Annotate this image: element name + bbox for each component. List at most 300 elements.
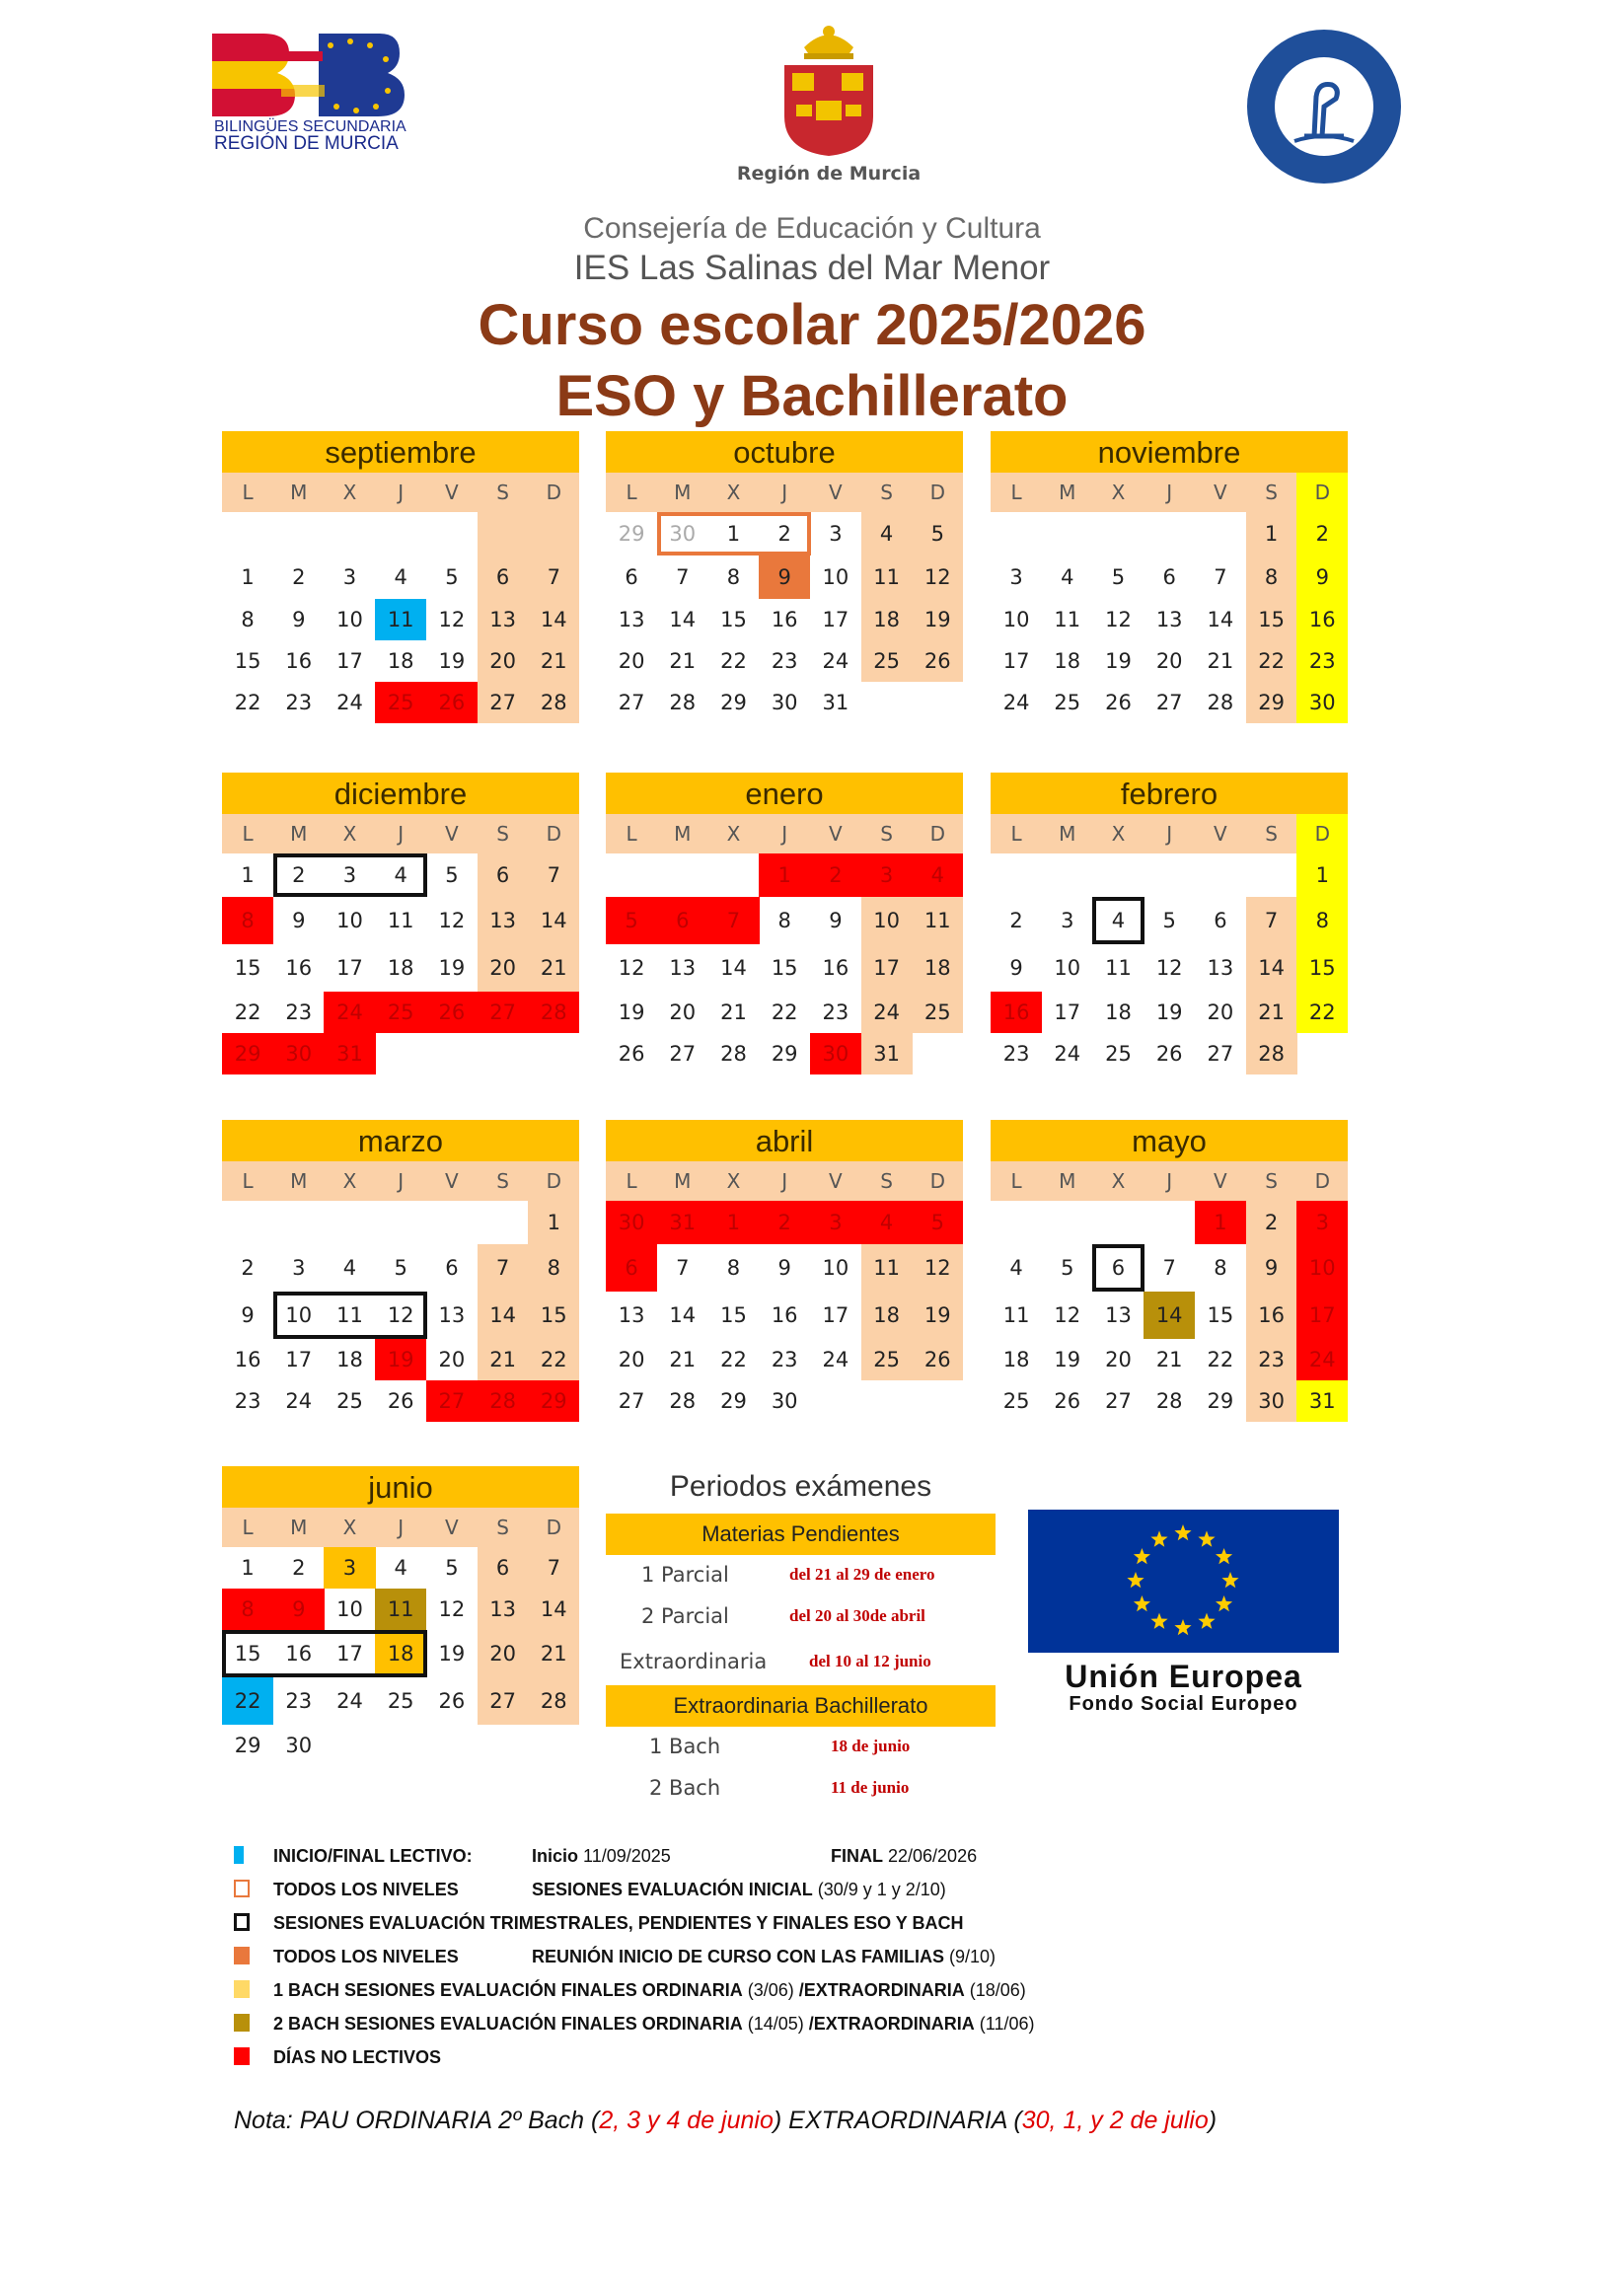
day-header: M xyxy=(1042,814,1093,853)
calendar-day: 13 xyxy=(618,608,645,631)
exam-row xyxy=(606,1555,996,1596)
calendar-day: 5 xyxy=(912,512,963,555)
calendar-day: 8 xyxy=(1246,555,1297,599)
calendar-day: 25 xyxy=(861,640,913,682)
calendar-day: 3 xyxy=(829,522,843,546)
calendar-day: 29 xyxy=(528,1380,579,1422)
calendar-day: 14 xyxy=(720,956,747,980)
empty-day xyxy=(324,512,375,555)
calendar-day: 8 xyxy=(726,565,741,589)
legend-desc-dates: (30/9 y 1 y 2/10) xyxy=(812,1880,946,1899)
calendar-day: 9 xyxy=(829,909,843,932)
empty-day xyxy=(1246,853,1297,897)
day-header: V xyxy=(810,473,861,512)
legend-label: INICIO/FINAL LECTIVO: xyxy=(273,1846,473,1866)
calendar-day: 7 xyxy=(478,1244,529,1292)
legend-item-no-lectivos xyxy=(229,2041,1216,2075)
calendar-day: 22 xyxy=(1296,992,1348,1033)
page-subtitle: ESO y Bachillerato xyxy=(555,364,1069,428)
calendar-day: 2 xyxy=(1246,1201,1297,1244)
empty-day xyxy=(1042,512,1093,555)
calendar-day: 27 xyxy=(618,1389,645,1413)
month-marzo xyxy=(222,1120,579,1422)
ies-logo xyxy=(1245,28,1403,185)
calendar-day: 21 xyxy=(669,1348,697,1371)
calendar-day: 29 xyxy=(234,1734,261,1757)
calendar-day: 2 xyxy=(1009,909,1023,932)
calendar-day: 16 xyxy=(991,992,1042,1033)
legend-date-2: (18/06) xyxy=(964,1980,1026,2000)
calendar-day: 10 xyxy=(1054,956,1081,980)
legend-inicio-label: Inicio xyxy=(532,1846,579,1866)
calendar-day: 10 xyxy=(336,1597,363,1621)
empty-day xyxy=(1144,1201,1195,1244)
exam-row xyxy=(606,1596,996,1638)
calendar-day: 15 xyxy=(771,956,798,980)
exam-row-value: del 20 al 30de abril xyxy=(789,1606,925,1625)
day-header: L xyxy=(991,473,1042,512)
empty-day xyxy=(273,512,325,555)
calendar-day: 22 xyxy=(1246,640,1297,682)
calendar-day: 22 xyxy=(771,1000,798,1024)
day-header: S xyxy=(478,1508,529,1547)
calendar-day: 7 xyxy=(528,1547,579,1589)
calendar-day: 13 xyxy=(478,599,529,640)
month-octubre xyxy=(606,431,963,723)
evaluation-outline xyxy=(222,1630,427,1677)
calendar-day: 5 xyxy=(606,897,657,944)
day-header: M xyxy=(1042,473,1093,512)
calendar-day: 7 xyxy=(1214,565,1227,589)
empty-day xyxy=(991,853,1042,897)
empty-day xyxy=(861,682,913,723)
region-murcia-logo xyxy=(736,18,922,190)
page-title: Curso escolar 2025/2026 xyxy=(478,293,1146,357)
calendar-day: 8 xyxy=(726,1256,741,1280)
calendar-day: 3 xyxy=(292,1256,306,1280)
month-grid xyxy=(991,1161,1348,1422)
calendar-day: 30 xyxy=(1296,682,1348,723)
calendar-day: 21 xyxy=(528,640,579,682)
day-header: J xyxy=(759,814,810,853)
murcia-shield-icon xyxy=(775,18,883,156)
day-header: S xyxy=(1246,814,1297,853)
calendar-day: 27 xyxy=(478,682,529,723)
day-header: S xyxy=(1246,473,1297,512)
calendar-day: 2 xyxy=(292,1556,306,1580)
calendar-day: 21 xyxy=(1207,649,1234,673)
calendar-day: 9 xyxy=(759,555,810,599)
calendar-day: 14 xyxy=(1144,1292,1195,1339)
calendar-day: 11 xyxy=(387,909,414,932)
calendar-day: 18 xyxy=(387,956,414,980)
calendar-day: 29 xyxy=(618,522,645,546)
red-swatch-icon xyxy=(234,2047,250,2065)
day-header: V xyxy=(810,1161,861,1201)
month-grid xyxy=(606,814,963,1074)
empty-day xyxy=(1092,853,1144,897)
calendar-day: 17 xyxy=(1296,1292,1348,1339)
legend xyxy=(229,1840,1216,2075)
empty-day xyxy=(1195,853,1246,897)
day-header: J xyxy=(375,473,426,512)
calendar-day: 19 xyxy=(438,1642,466,1666)
legend-label: TODOS LOS NIVELES xyxy=(273,1947,459,1966)
month-mayo xyxy=(991,1120,1348,1422)
empty-day xyxy=(1092,512,1144,555)
calendar-day: 7 xyxy=(528,853,579,897)
calendar-day: 5 xyxy=(912,1201,963,1244)
calendar-day: 29 xyxy=(1207,1389,1234,1413)
day-header: X xyxy=(707,473,759,512)
calendar-day: 18 xyxy=(1105,1000,1132,1024)
calendar-day: 31 xyxy=(324,1033,375,1074)
calendar-day: 17 xyxy=(285,1348,313,1371)
orange-swatch-icon xyxy=(234,1947,250,1964)
calendar-day: 5 xyxy=(445,863,459,887)
calendar-day: 26 xyxy=(426,992,478,1033)
calendar-day: 29 xyxy=(1246,682,1297,723)
calendar-day: 28 xyxy=(720,1042,747,1066)
calendar-day: 22 xyxy=(720,1348,747,1371)
month-enero xyxy=(606,773,963,1074)
calendar-day: 28 xyxy=(528,682,579,723)
calendar-day: 25 xyxy=(1002,1389,1030,1413)
day-header: J xyxy=(759,473,810,512)
exam-periods xyxy=(606,1470,996,1810)
month-title: octubre xyxy=(606,431,963,473)
calendar-day: 13 xyxy=(1207,956,1234,980)
calendar-day: 20 xyxy=(669,1000,697,1024)
calendar-day: 27 xyxy=(1155,691,1183,714)
evaluation-outline xyxy=(657,512,811,555)
calendar-day: 23 xyxy=(1246,1339,1297,1380)
calendar-day: 19 xyxy=(1105,649,1132,673)
exam-row xyxy=(606,1727,996,1768)
calendar-day: 19 xyxy=(912,599,963,640)
calendar-day: 19 xyxy=(1054,1348,1081,1371)
calendar-day: 18 xyxy=(861,1292,913,1339)
calendar-day: 25 xyxy=(1105,1042,1132,1066)
evaluation-outline xyxy=(273,853,427,897)
calendar-day: 14 xyxy=(669,608,697,631)
calendar-day: 1 xyxy=(241,565,255,589)
olive-swatch-icon xyxy=(234,2014,250,2032)
calendar-day: 2 xyxy=(777,522,791,546)
calendar-day: 2 xyxy=(810,853,861,897)
evaluation-outline xyxy=(1092,897,1144,944)
empty-day xyxy=(912,1033,963,1074)
calendar-day: 30 xyxy=(273,1033,325,1074)
day-header: J xyxy=(375,1161,426,1201)
exam-row-value: 18 de junio xyxy=(831,1737,911,1755)
calendar-day: 22 xyxy=(234,691,261,714)
calendar-day: 24 xyxy=(1296,1339,1348,1380)
calendar-day: 19 xyxy=(438,649,466,673)
calendar-day: 24 xyxy=(336,1689,363,1713)
calendar-day: 18 xyxy=(861,599,913,640)
calendar-day: 14 xyxy=(1246,944,1297,992)
calendar-day: 21 xyxy=(1155,1348,1183,1371)
calendar-day: 21 xyxy=(1246,992,1297,1033)
calendar-day: 25 xyxy=(861,1339,913,1380)
calendar-day: 28 xyxy=(528,992,579,1033)
calendar-day: 12 xyxy=(387,1303,414,1327)
calendar-day: 23 xyxy=(285,1689,313,1713)
legend-item-trimestrales xyxy=(229,1907,1216,1941)
eu-star-icon xyxy=(1216,1548,1232,1564)
nota-part: Nota: PAU ORDINARIA 2º Bach ( xyxy=(234,2107,600,2134)
calendar-day: 19 xyxy=(912,1292,963,1339)
calendar-day: 5 xyxy=(1111,565,1126,589)
calendar-day: 6 xyxy=(657,897,708,944)
day-header: S xyxy=(1246,1161,1297,1201)
light-gold-swatch-icon xyxy=(234,1980,250,1998)
calendar-day: 30 xyxy=(606,1201,657,1244)
calendar-day: 20 xyxy=(1207,1000,1234,1024)
exam-periods-title: Periodos exámenes xyxy=(669,1470,932,1503)
calendar-day: 4 xyxy=(1061,565,1074,589)
empty-day xyxy=(528,1725,579,1766)
empty-day xyxy=(222,1201,273,1244)
calendar-day: 12 xyxy=(438,909,466,932)
calendar-day: 21 xyxy=(478,1339,529,1380)
day-header: J xyxy=(375,814,426,853)
calendar-day: 24 xyxy=(324,992,375,1033)
calendar-day: 24 xyxy=(1002,691,1030,714)
month-grid xyxy=(222,473,579,723)
eu-subtitle: Fondo Social Europeo xyxy=(1069,1693,1298,1715)
calendar-day: 12 xyxy=(618,956,645,980)
orange-outline-swatch-icon xyxy=(234,1880,250,1897)
calendar-day: 11 xyxy=(861,1244,913,1292)
calendar-day: 12 xyxy=(912,555,963,599)
empty-day xyxy=(426,1201,478,1244)
calendar-day: 10 xyxy=(285,1303,313,1327)
empty-day xyxy=(1296,1033,1348,1074)
legend-desc-dates: (9/10) xyxy=(944,1947,997,1966)
calendar-day: 3 xyxy=(342,863,357,887)
calendar-day: 17 xyxy=(1002,649,1030,673)
calendar-day: 6 xyxy=(478,555,529,599)
calendar-day: 1 xyxy=(528,1201,579,1244)
calendar-day: 19 xyxy=(375,1339,426,1380)
calendar-day: 22 xyxy=(222,1677,273,1725)
calendar-day: 1 xyxy=(707,1201,759,1244)
legend-item-inicial xyxy=(229,1874,1216,1907)
month-grid xyxy=(991,814,1348,1074)
calendar-day: 21 xyxy=(669,649,697,673)
calendar-day: 5 xyxy=(1162,909,1176,932)
calendar-day: 9 xyxy=(777,1256,791,1280)
school-name: IES Las Salinas del Mar Menor xyxy=(573,249,1051,287)
calendar-day: 17 xyxy=(336,1642,363,1666)
calendar-day: 24 xyxy=(861,992,913,1033)
day-header: S xyxy=(861,473,913,512)
legend-label: DÍAS NO LECTIVOS xyxy=(273,2047,442,2067)
calendar-day: 17 xyxy=(822,1303,849,1327)
calendar-day: 4 xyxy=(1009,1256,1023,1280)
calendar-day: 28 xyxy=(478,1380,529,1422)
calendar-day: 25 xyxy=(375,992,426,1033)
legend-item-2bach xyxy=(229,2008,1216,2041)
month-febrero xyxy=(991,773,1348,1074)
calendar-day: 1 xyxy=(1246,512,1297,555)
calendar-day: 10 xyxy=(336,608,363,631)
empty-day xyxy=(375,1201,426,1244)
calendar-day: 22 xyxy=(1207,1348,1234,1371)
calendar-day: 9 xyxy=(241,1303,255,1327)
empty-day xyxy=(222,512,273,555)
calendar-day: 26 xyxy=(1155,1042,1183,1066)
calendar-day: 29 xyxy=(720,1389,747,1413)
calendar-day: 25 xyxy=(387,1689,414,1713)
empty-day xyxy=(1042,853,1093,897)
calendar-day: 17 xyxy=(1054,1000,1081,1024)
legend-item-inicio xyxy=(229,1840,1216,1874)
legend-inicio-date: 11/09/2025 xyxy=(578,1846,671,1866)
empty-day xyxy=(1042,1201,1093,1244)
eu-star-icon xyxy=(1134,1595,1150,1611)
calendar-day: 23 xyxy=(285,691,313,714)
calendar-day: 6 xyxy=(445,1256,459,1280)
day-header: V xyxy=(1195,473,1246,512)
day-header: D xyxy=(1296,1161,1348,1201)
legend-label-2: /EXTRAORDINARIA xyxy=(808,2014,975,2034)
calendar-day: 24 xyxy=(285,1389,313,1413)
calendar-day: 10 xyxy=(822,565,849,589)
calendar-day: 5 xyxy=(445,1556,459,1580)
calendar-day: 2 xyxy=(292,863,306,887)
bach-header: Extraordinaria Bachillerato xyxy=(606,1685,996,1727)
day-header: X xyxy=(324,473,375,512)
calendar-day: 15 xyxy=(234,649,261,673)
calendar-day: 16 xyxy=(285,649,313,673)
calendar-day: 23 xyxy=(234,1389,261,1413)
day-header: L xyxy=(222,1161,273,1201)
day-header: X xyxy=(707,814,759,853)
calendar-day: 11 xyxy=(1105,956,1132,980)
calendar-day: 13 xyxy=(1105,1303,1132,1327)
calendar-day: 11 xyxy=(375,1589,426,1630)
calendar-day: 3 xyxy=(342,565,357,589)
month-grid xyxy=(222,1161,579,1422)
day-header: L xyxy=(222,473,273,512)
eu-star-icon xyxy=(1150,1530,1167,1546)
calendar-day: 9 xyxy=(1246,1244,1297,1292)
calendar-day: 24 xyxy=(822,1348,849,1371)
month-grid xyxy=(991,473,1348,723)
calendar-day: 10 xyxy=(861,897,913,944)
calendar-day: 9 xyxy=(1296,555,1348,599)
calendar-day: 21 xyxy=(528,1630,579,1677)
calendar-day: 15 xyxy=(720,1303,747,1327)
calendar-day: 13 xyxy=(669,956,697,980)
nota-part: ) EXTRAORDINARIA ( xyxy=(773,2107,1022,2134)
day-header: M xyxy=(657,473,708,512)
month-title: junio xyxy=(222,1466,579,1508)
calendar-day: 6 xyxy=(625,565,638,589)
empty-day xyxy=(324,1725,375,1766)
calendar-day: 7 xyxy=(1162,1256,1176,1280)
calendar-day: 27 xyxy=(478,992,529,1033)
calendar-day: 31 xyxy=(861,1033,913,1074)
calendar-day: 16 xyxy=(771,608,798,631)
calendar-day: 20 xyxy=(618,649,645,673)
calendar-day: 22 xyxy=(234,1000,261,1024)
calendar-day: 7 xyxy=(528,555,579,599)
empty-day xyxy=(1195,512,1246,555)
empty-day xyxy=(375,512,426,555)
legend-final-label: FINAL xyxy=(831,1846,883,1866)
eu-star-icon xyxy=(1134,1548,1150,1564)
calendar-day: 16 xyxy=(285,1642,313,1666)
calendar-day: 6 xyxy=(606,1244,657,1292)
calendar-day: 3 xyxy=(861,853,913,897)
calendar-day: 30 xyxy=(771,1389,798,1413)
calendar-day: 27 xyxy=(618,691,645,714)
calendar-day: 12 xyxy=(1105,608,1132,631)
calendar-day: 6 xyxy=(1214,909,1227,932)
month-title: noviembre xyxy=(991,431,1348,473)
calendar-day: 11 xyxy=(861,555,913,599)
month-title: septiembre xyxy=(222,431,579,473)
calendar-day: 13 xyxy=(1155,608,1183,631)
calendar-day: 13 xyxy=(618,1303,645,1327)
calendar-day: 25 xyxy=(336,1389,363,1413)
calendar-day: 8 xyxy=(222,1589,273,1630)
bb-text-line1: BILINGÜES SECUNDARIA xyxy=(214,118,406,135)
legend-final-date: 22/06/2026 xyxy=(883,1846,978,1866)
day-header: M xyxy=(273,814,325,853)
empty-day xyxy=(1092,1201,1144,1244)
day-header: L xyxy=(222,1508,273,1547)
month-grid xyxy=(606,473,963,723)
calendar-day: 30 xyxy=(771,691,798,714)
calendar-day: 11 xyxy=(1002,1303,1030,1327)
empty-day xyxy=(606,853,657,897)
empty-day xyxy=(991,1201,1042,1244)
empty-day xyxy=(912,1380,963,1422)
calendar-day: 20 xyxy=(1105,1348,1132,1371)
eu-star-icon xyxy=(1127,1572,1144,1588)
calendar-day: 27 xyxy=(669,1042,697,1066)
calendar-day: 30 xyxy=(1246,1380,1297,1422)
legend-item-1bach xyxy=(229,1974,1216,2008)
month-title: enero xyxy=(606,773,963,814)
calendar-day: 15 xyxy=(234,1642,261,1666)
evaluation-outline xyxy=(1092,1244,1144,1292)
calendar-day: 18 xyxy=(1054,649,1081,673)
legend-label: 2 BACH SESIONES EVALUACIÓN FINALES ORDINARIA xyxy=(273,2014,743,2034)
calendar-day: 14 xyxy=(669,1303,697,1327)
calendar-day: 4 xyxy=(1111,909,1126,932)
black-outline-swatch-icon xyxy=(234,1913,250,1931)
calendar-day: 26 xyxy=(1105,691,1132,714)
calendar-day: 15 xyxy=(720,608,747,631)
calendar-day: 23 xyxy=(771,1348,798,1371)
calendar-day: 1 xyxy=(726,522,741,546)
evaluation-outline xyxy=(273,1292,427,1339)
empty-day xyxy=(478,1201,529,1244)
calendar-day: 7 xyxy=(676,565,690,589)
calendar-day: 11 xyxy=(375,599,426,640)
day-header: V xyxy=(426,1508,478,1547)
calendar-day: 20 xyxy=(478,1630,529,1677)
calendar-day: 28 xyxy=(1246,1033,1297,1074)
day-header: X xyxy=(1092,473,1144,512)
calendar-day: 26 xyxy=(438,1689,466,1713)
